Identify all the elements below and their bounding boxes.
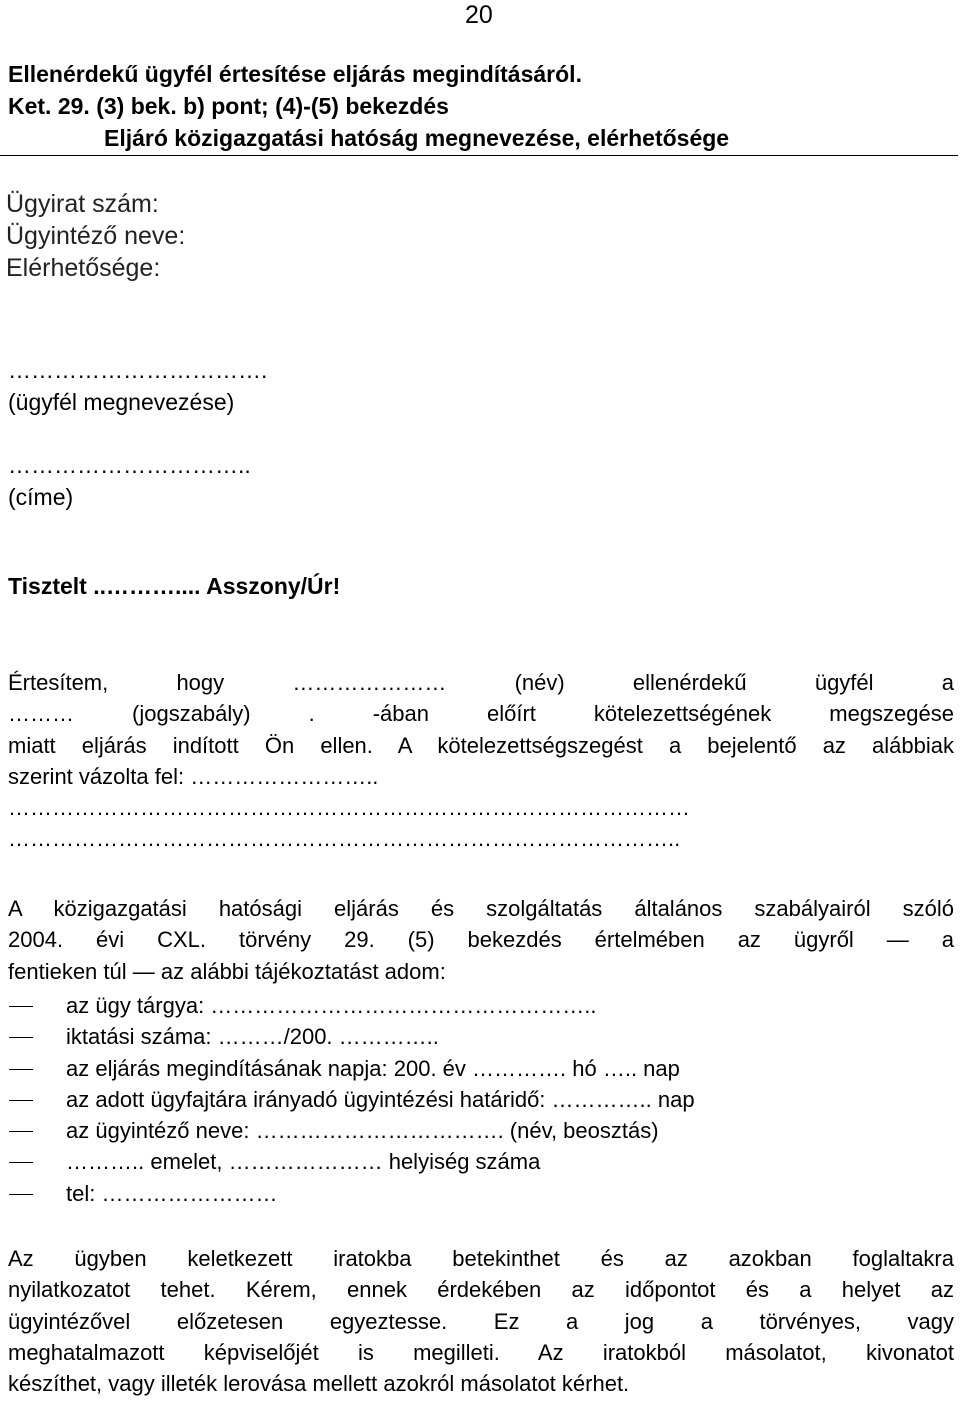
header-divider xyxy=(0,155,958,156)
addressee-name-label: (ügyfél megnevezése) xyxy=(8,389,235,415)
contact-label: Elérhetősége: xyxy=(6,254,161,282)
start-date-field: az eljárás megindításának napja: 200. év …………. hó ….. nap xyxy=(66,1055,680,1081)
addressee-name-dots: ……………………………. xyxy=(8,357,268,383)
list-item xyxy=(0,1178,946,1209)
legal-line: 2004. évi CXL. törvény 29. (5) bekezdés értelmében az ügyről — a xyxy=(8,927,954,953)
details-list xyxy=(0,990,946,1209)
list-item xyxy=(0,990,946,1021)
closing-line: készíthet, vagy illeték lerovása mellett azokról másolatot kérhet. xyxy=(8,1371,630,1397)
closing-paragraph xyxy=(8,1243,954,1399)
dash-bullet xyxy=(9,1069,33,1070)
document-header xyxy=(8,58,954,154)
list-item xyxy=(0,1053,946,1084)
list-item xyxy=(0,1021,946,1052)
dash-bullet xyxy=(9,1037,33,1038)
list-item xyxy=(0,1146,946,1177)
notice-line: ………………………………………………………………………………… xyxy=(8,795,690,821)
header-legal-reference: Ket. 29. (3) bek. b) pont; (4)-(5) bekezdés xyxy=(8,93,449,119)
header-title: Ellenérdekű ügyfél értesítése eljárás megindításáról. xyxy=(8,61,582,87)
addressee-address-block xyxy=(8,449,251,513)
notice-line: Értesítem, hogy ………………… (név) ellenérdekű ügyfél a xyxy=(8,670,954,695)
closing-line: nyilatkozatot tehet. Kérem, ennek érdekében az időpontot és a helyet az xyxy=(8,1277,954,1303)
closing-line: meghatalmazott képviselőjét is megilleti. Az iratokból másolatot, kivonatot xyxy=(8,1339,954,1365)
legal-line: fentieken túl — az alábbi tájékoztatást adom: xyxy=(8,958,446,984)
notice-line: miatt eljárás indított Ön ellen. A kötelezettségszegést a bejelentő az alábbiak xyxy=(8,732,954,758)
closing-line: ügyintézővel előzetesen egyeztesse. Ez a jog a törvényes, vagy xyxy=(8,1308,954,1334)
dash-bullet xyxy=(9,1162,33,1163)
dash-bullet xyxy=(9,1131,33,1132)
officer-field: az ügyintéző neve: ……………………………. (név, beosztás) xyxy=(66,1118,659,1144)
legal-paragraph xyxy=(8,893,954,987)
officer-name-label: Ügyintéző neve: xyxy=(6,222,186,250)
list-item xyxy=(0,1115,946,1146)
addressee-address-label: (címe) xyxy=(8,484,74,510)
subject-field: az ügy tárgya: …………………………………………….. xyxy=(66,993,597,1018)
page-number: 20 xyxy=(465,1,493,29)
addressee-name-block xyxy=(8,354,267,418)
notice-paragraph xyxy=(8,667,954,855)
notice-line: ……… (jogszabály) . -ában előírt kötelezettségének megszegése xyxy=(8,701,954,727)
deadline-field: az adott ügyfajtára irányadó ügyintézési határidő: ………….. nap xyxy=(66,1086,695,1112)
notice-line: szerint vázolta fel: …………………….. xyxy=(8,763,379,789)
list-item xyxy=(0,1084,946,1115)
salutation: Tisztelt ..……….... Asszony/Úr! xyxy=(8,573,341,599)
case-number-label: Ügyirat szám: xyxy=(6,190,159,218)
closing-line: Az ügyben keletkezett iratokba betekinthet és az azokban foglaltakra xyxy=(8,1246,954,1271)
dash-bullet xyxy=(9,1100,33,1101)
dash-bullet xyxy=(9,1194,33,1195)
header-authority: Eljáró közigazgatási hatóság megnevezése, elérhetősége xyxy=(104,125,730,151)
room-field: ……….. emelet, ………………… helyiség száma xyxy=(66,1149,541,1175)
case-info xyxy=(6,188,185,284)
addressee-address-dots: ………………………….. xyxy=(8,452,251,478)
legal-line: A közigazgatási hatósági eljárás és szolgáltatás általános szabályairól szóló xyxy=(8,896,954,921)
dash-bullet xyxy=(9,1006,33,1007)
notice-line: ……………………………………………………………………………….. xyxy=(8,826,681,852)
filing-number-field: iktatási száma: ………/200. ………….. xyxy=(66,1024,439,1050)
phone-field: tel: …………………… xyxy=(66,1180,278,1206)
